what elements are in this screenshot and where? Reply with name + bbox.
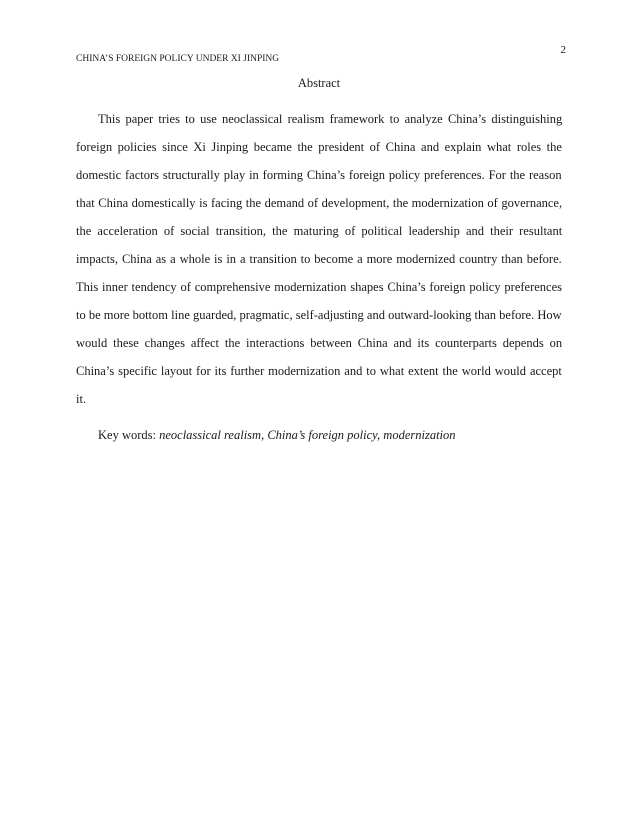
keywords-label: Key words: [98, 428, 160, 442]
running-head: CHINA’S FOREIGN POLICY UNDER XI JINPING [76, 54, 280, 64]
abstract-line: foreign policies since Xi Jinping became the president of China and explain what roles the [76, 140, 562, 154]
abstract-line: This inner tendency of comprehensive modernization shapes China’s foreign policy preferences [76, 280, 563, 294]
page-title: Abstract [297, 76, 341, 90]
page-number: 2 [560, 44, 566, 56]
abstract-line: China’s specific layout for its further modernization and to what extent the world would accept [76, 364, 562, 378]
abstract-line: domestic factors structurally play in forming China’s foreign policy preferences. For the reason [76, 168, 562, 182]
abstract-line: that China domestically is facing the demand of development, the modernization of governance, [76, 196, 563, 210]
abstract-line: impacts, China as a whole is in a transition to become a more modernized country than before. [76, 252, 562, 266]
keywords [98, 428, 456, 443]
abstract-line: would these changes affect the interactions between China and its counterparts depends on [76, 336, 563, 350]
abstract-line: the acceleration of social transition, the maturing of political leadership and their resultant [76, 224, 563, 238]
abstract-line: This paper tries to use neoclassical realism framework to analyze China’s distinguishing [98, 112, 563, 126]
abstract-line: to be more bottom line guarded, pragmatic, self-adjusting and outward-looking than before. How [76, 308, 562, 322]
abstract-line: it. [76, 392, 87, 406]
keywords-text: neoclassical realism, China’s foreign policy, modernization [159, 428, 456, 442]
